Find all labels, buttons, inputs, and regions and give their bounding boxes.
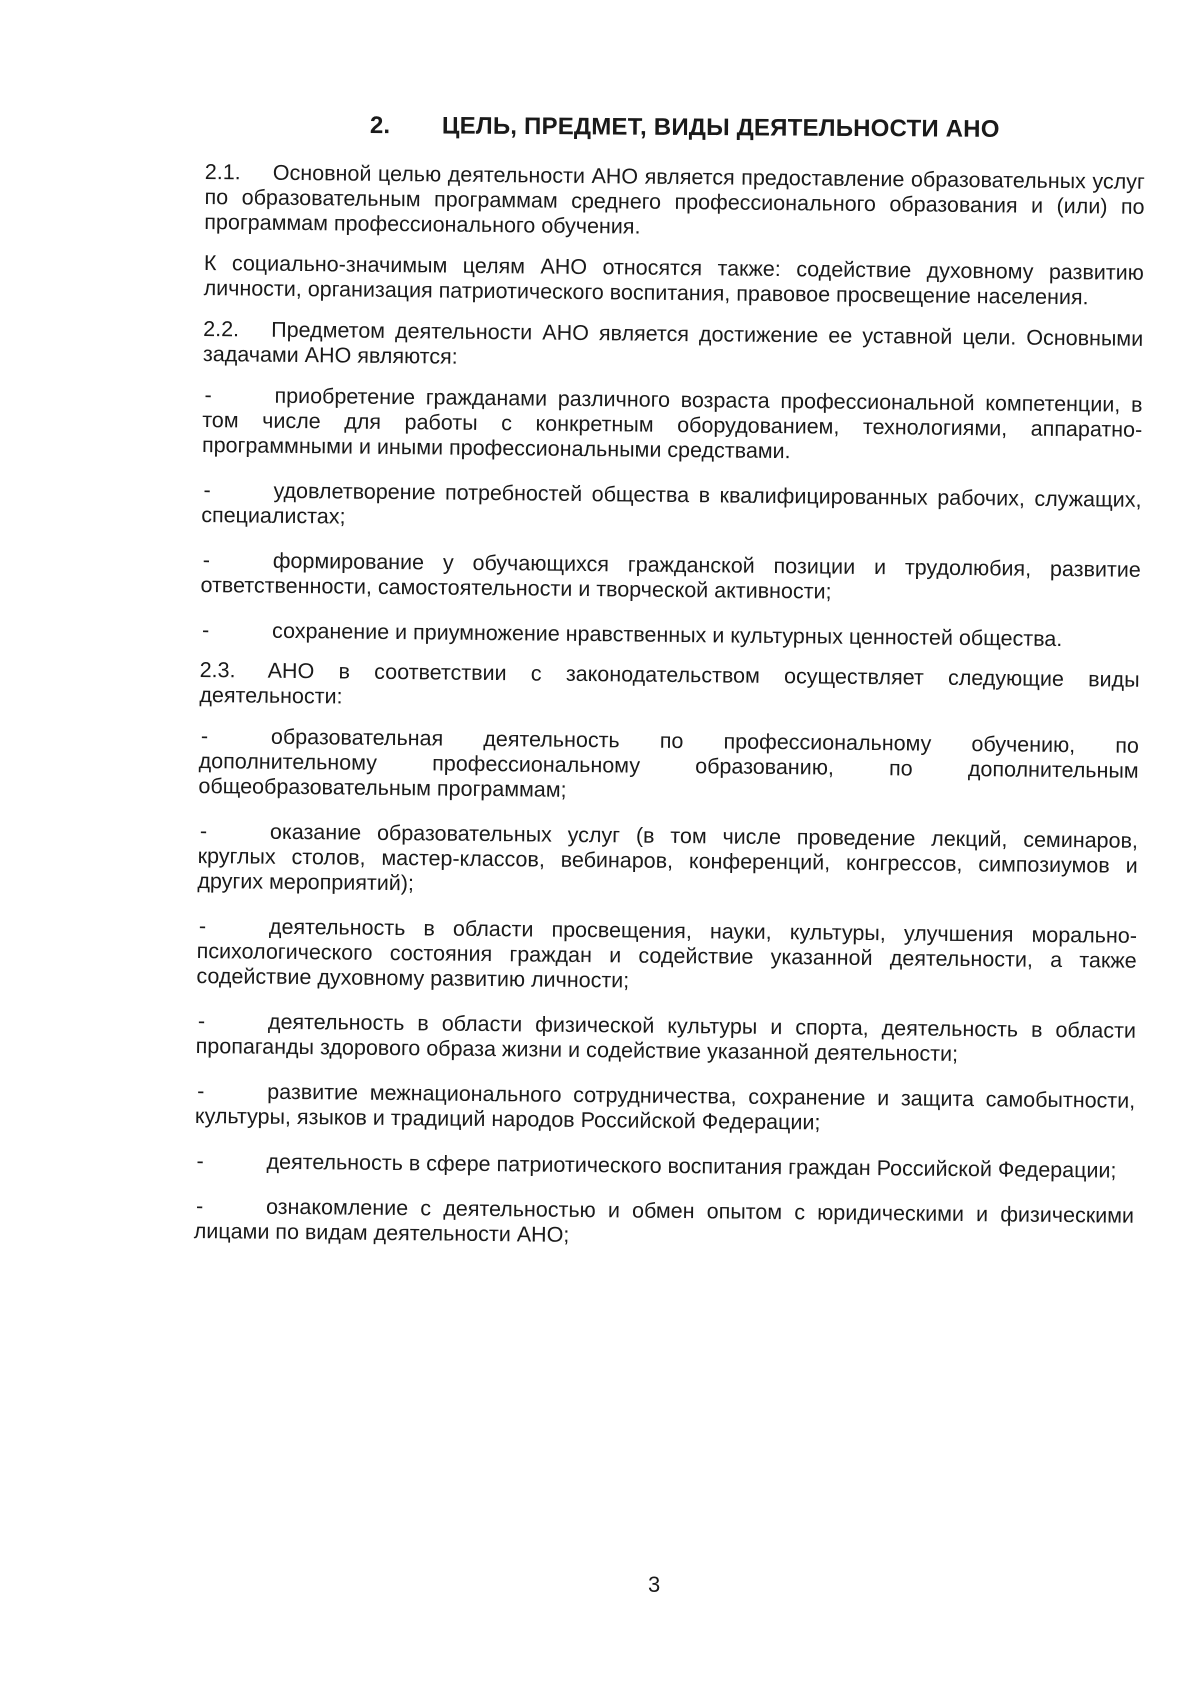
list-dash: - [204,383,212,408]
paragraph-social-goals [204,251,1144,311]
paragraph-text: Предметом деятельности АНО является достижение ее уставной цели. Основными задачами АНО являются: [202,317,1144,369]
activity-text: развитие межнационального сотрудничества, сохранение и защита самобытности, культуры, языков и традиций народов Российской Федерации; [194,1079,1136,1135]
task-text: приобретение гражданами различного возраста профессиональной компетенции, в том числе для работы с конкретным оборудованием, технологиями, аппаратно-программными и иными профессиональными средствами. [201,383,1143,464]
activity-text: деятельность в области просвещения, науки, культуры, улучшения морально-психологического состояния граждан и содействие указанной деятельности, а также содействие духовному развитию личности; [196,914,1138,993]
activity-item [198,724,1139,809]
list-dash: - [200,723,209,749]
section-heading [370,112,1010,144]
task-item [200,548,1140,608]
list-dash: - [197,1078,205,1104]
task-item [202,383,1143,468]
activity-item [197,819,1138,904]
task-item [201,478,1141,538]
task-item [200,618,1140,653]
list-dash: - [197,1008,206,1034]
list-dash: - [202,547,211,573]
task-text: формирование у обучающихся гражданской позиции и трудолюбия, развитие ответственности, самостоятельности и творческой активности; [200,548,1141,604]
paragraph-number: 2.3. [199,657,236,683]
task-text: удовлетворение потребностей общества в квалифицированных рабочих, служащих, специалистах; [201,478,1142,529]
activity-item [196,914,1137,999]
paragraph-2-2 [203,317,1143,377]
activity-item [196,1009,1136,1069]
list-dash: - [201,617,210,643]
page-number: 3 [648,1572,661,1597]
list-dash: - [203,478,211,503]
paragraph-text: Основной целью деятельности АНО является предоставление образовательных услуг по образовательным программам среднего профессионального образования и (или) по программам профессионального обучения. [204,160,1145,239]
list-dash: - [199,818,208,844]
paragraph-2-1 [204,160,1145,245]
list-dash: - [195,1193,204,1219]
list-dash: - [198,913,207,939]
section-title: ЦЕЛЬ, ПРЕДМЕТ, ВИДЫ ДЕЯТЕЛЬНОСТИ АНО [441,112,1000,143]
activity-text: деятельность в сфере патриотического воспитания граждан Российской Федерации; [266,1149,1117,1183]
activity-text: деятельность в области физической культуры и спорта, деятельность в области пропаганды здорового образа жизни и содействие указанной деятельности; [195,1009,1137,1066]
activity-text: оказание образовательных услуг (в том числе проведение лекций, семинаров, круглых столов, мастер-классов, вебинаров, конференций, конгрессов, симпозиумов и других мероприятий); [197,819,1139,896]
task-text: сохранение и приумножение нравственных и культурных ценностей общества. [271,618,1063,652]
list-dash: - [196,1148,204,1174]
section-number: 2. [369,112,391,140]
paragraph-text: АНО в соответствии с законодательством осуществляет следующие виды деятельности: [199,658,1140,709]
paragraph-number: 2.2. [203,316,240,342]
paragraph-number: 2.1. [204,160,241,185]
document-body [193,160,1145,1274]
activity-item [194,1194,1134,1254]
activity-item [194,1149,1134,1184]
activity-text: образовательная деятельность по профессиональному обучению, по дополнительному профессиональному образованию, по дополнительным общеобразовательным программам; [198,724,1140,802]
paragraph-2-3 [199,658,1139,718]
paragraph-text: К социально-значимым целям АНО относятся также: содействие духовному развитию личности, организация патриотического воспитания, правовое просвещение населения. [203,250,1144,310]
activity-text: ознакомление с деятельностью и обмен опытом с юридическими и физическими лицами по видам деятельности АНО; [193,1194,1135,1247]
activity-item [195,1079,1135,1139]
